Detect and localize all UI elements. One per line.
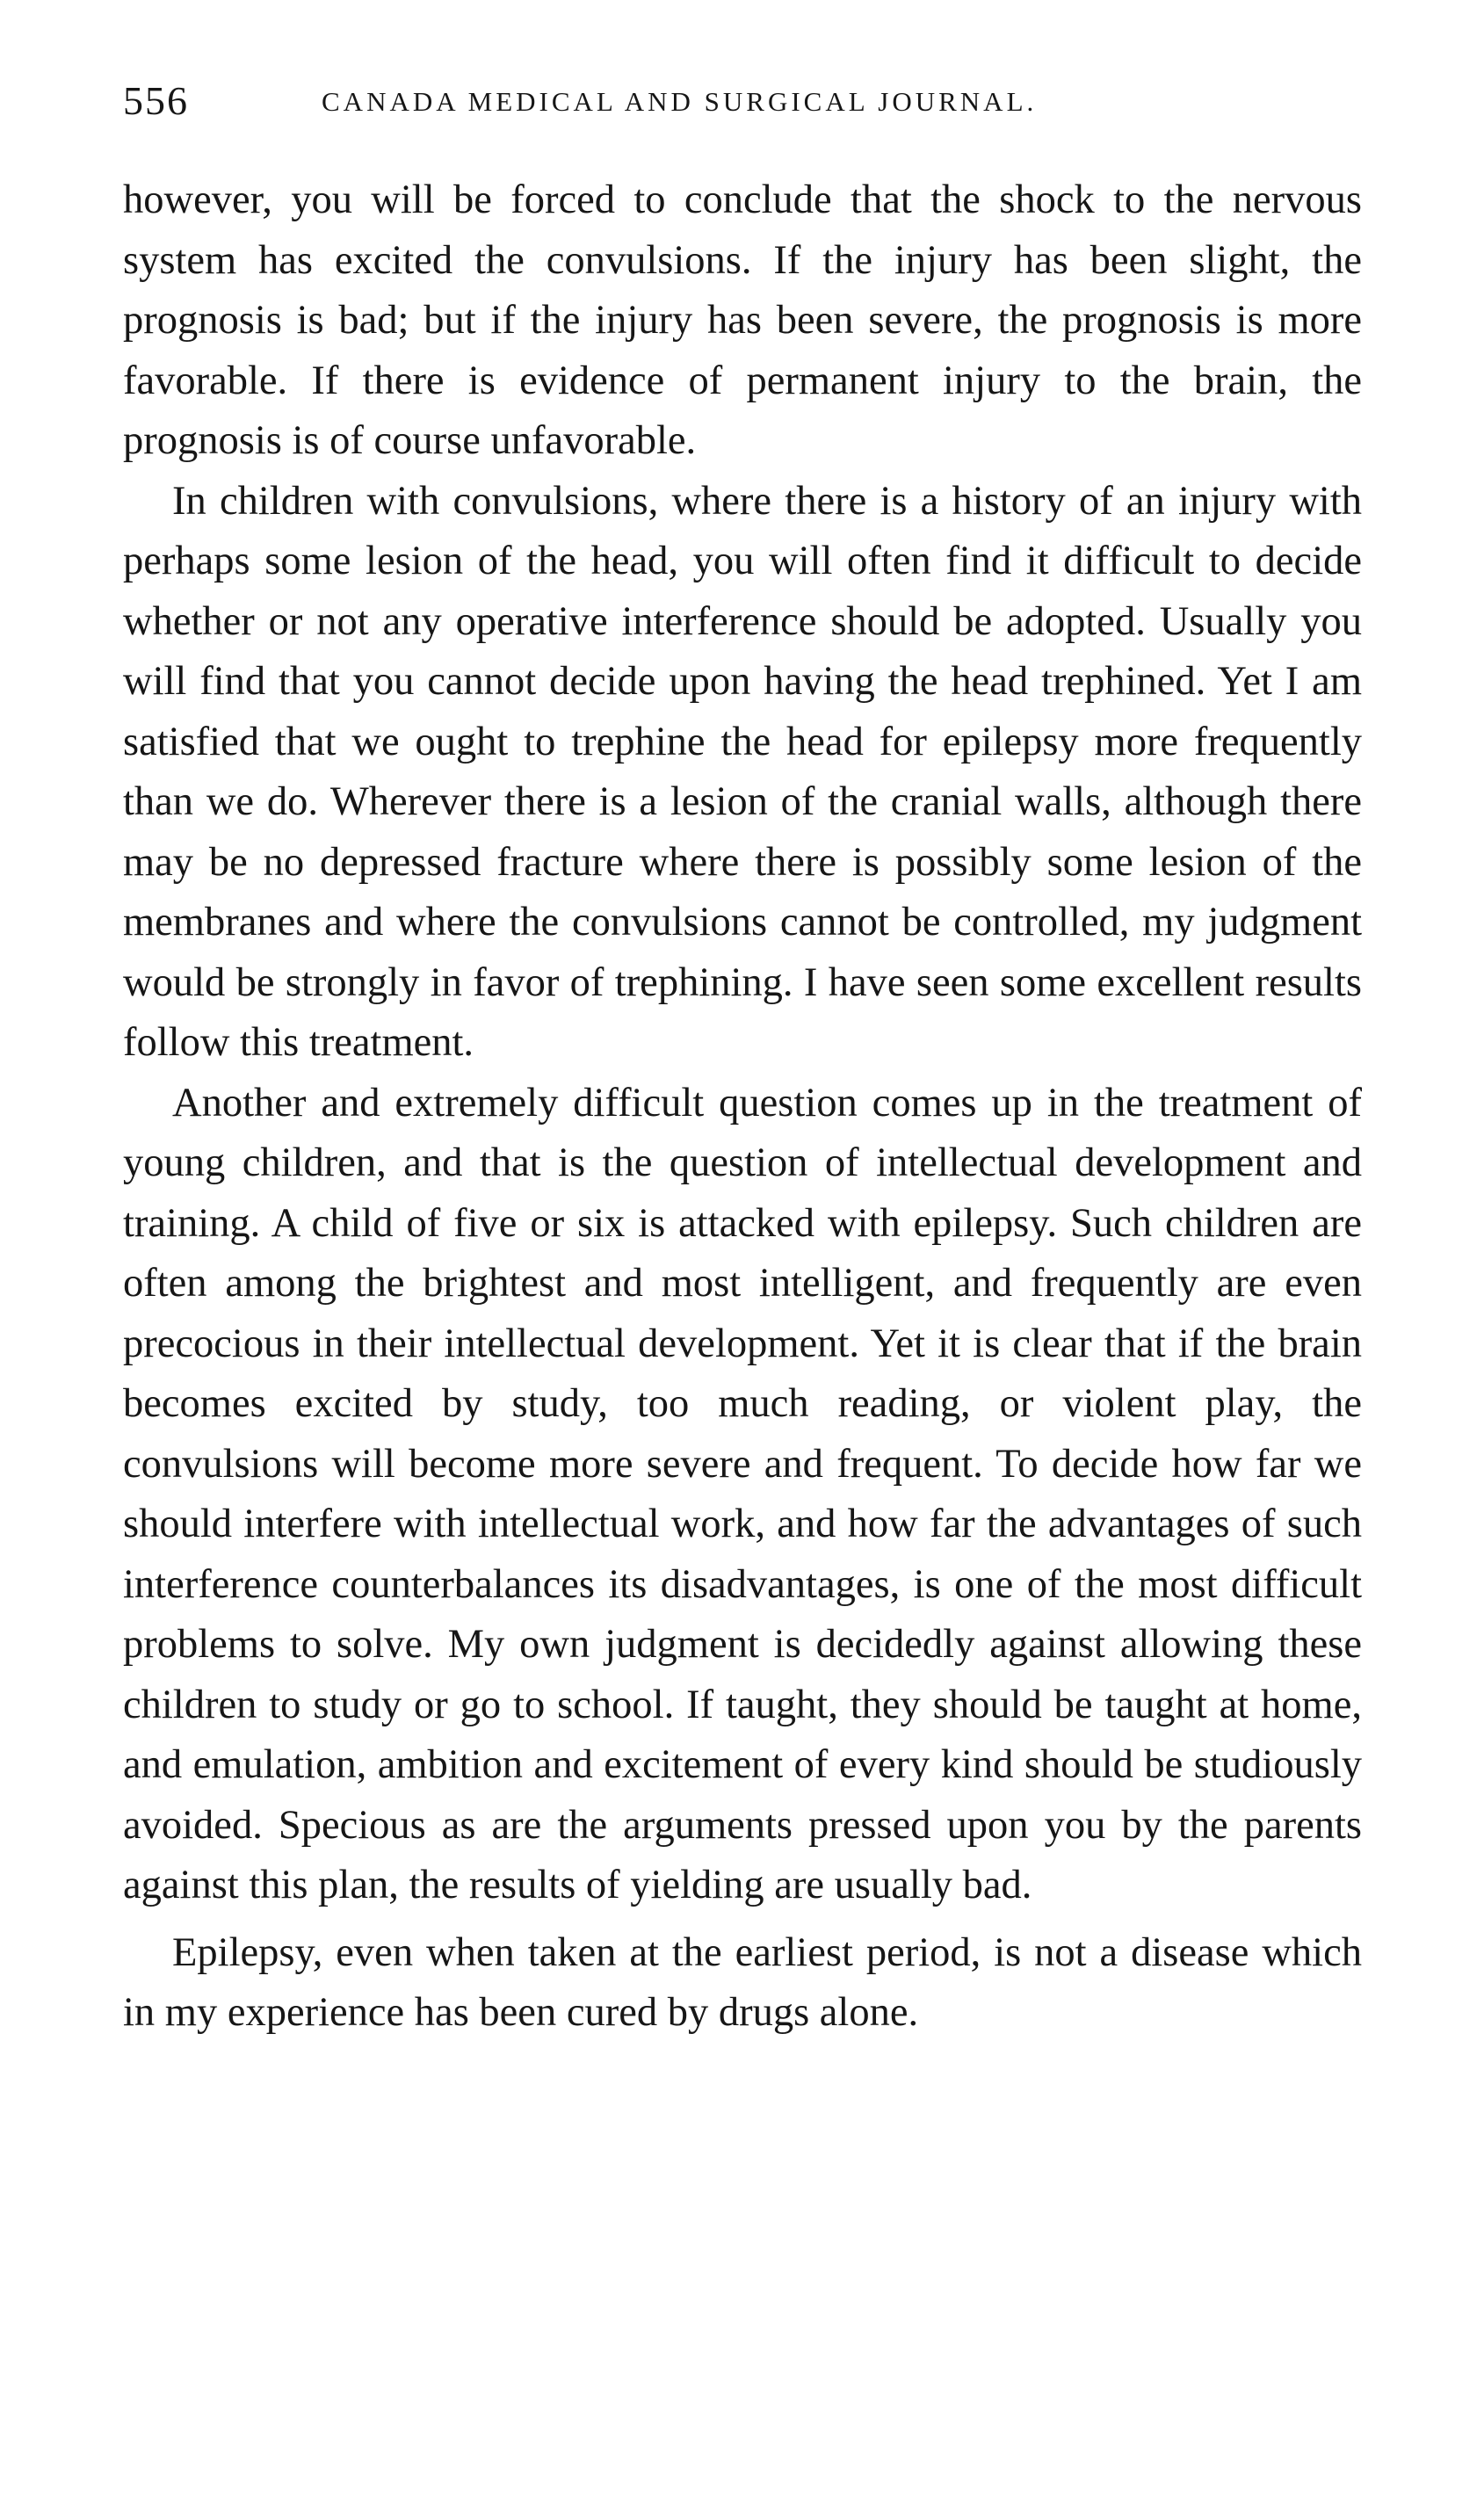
journal-page bbox=[123, 77, 1362, 2450]
running-head bbox=[123, 77, 1362, 139]
article-body bbox=[123, 170, 1362, 2044]
page-number: 556 bbox=[123, 78, 189, 123]
paragraph-epilepsy-drugs: Epilepsy, even when taken at the earliest period, is not a disease which in my experience has been cured by drugs alone. bbox=[123, 1929, 1362, 2035]
paragraph-trephining: In children with convulsions, where there is a history of an injury with perhaps some lesion of the head, you will often find it difficult to decide whether or not any operative interference should be adopted. Usually you will find that you cannot decide upon having the head trephined. Yet I am satisfied that we ought to trephine the head for epilepsy more frequently than we do. Wherever there is a lesion of the cranial walls, although there may be no depressed fracture where there is possibly some lesion of the membranes and where the convulsions cannot be controlled, my judgment would be strongly in favor of trephining. I have seen some excellent results follow this treatment. bbox=[123, 478, 1362, 1065]
paragraph-continued: however, you will be forced to conclude that the shock to the nervous system has excited the convulsions. If the injury has been slight, the prognosis is bad; but if the injury has been severe, the prognosis is more favorable. If there is evidence of permanent injury to the brain, the prognosis is of course unfavorable. bbox=[123, 177, 1362, 463]
paragraph-intellectual-development: Another and extremely difficult question comes up in the treatment of young children, and that is the question of intellectual development and training. A child of five or six is attacked with epilepsy. Such children are often among the brightest and most intelligent, and frequently are even precocious in their intellectual development. Yet it is clear that if the brain becomes excited by study, too much reading, or violent play, the convulsions will become more severe and frequent. To decide how far we should interfere with intellectual work, and how far the advantages of such interference counterbalances its disadvantages, is one of the most difficult problems to solve. My own judgment is decidedly against allowing these children to study or go to school. If taught, they should be taught at home, and emulation, ambition and excitement of every kind should be studiously avoided. Specious as are the arguments pressed upon you by the parents against this plan, the results of yielding are usually bad. bbox=[123, 1080, 1362, 1907]
journal-title: CANADA MEDICAL AND SURGICAL JOURNAL. bbox=[322, 86, 1038, 117]
